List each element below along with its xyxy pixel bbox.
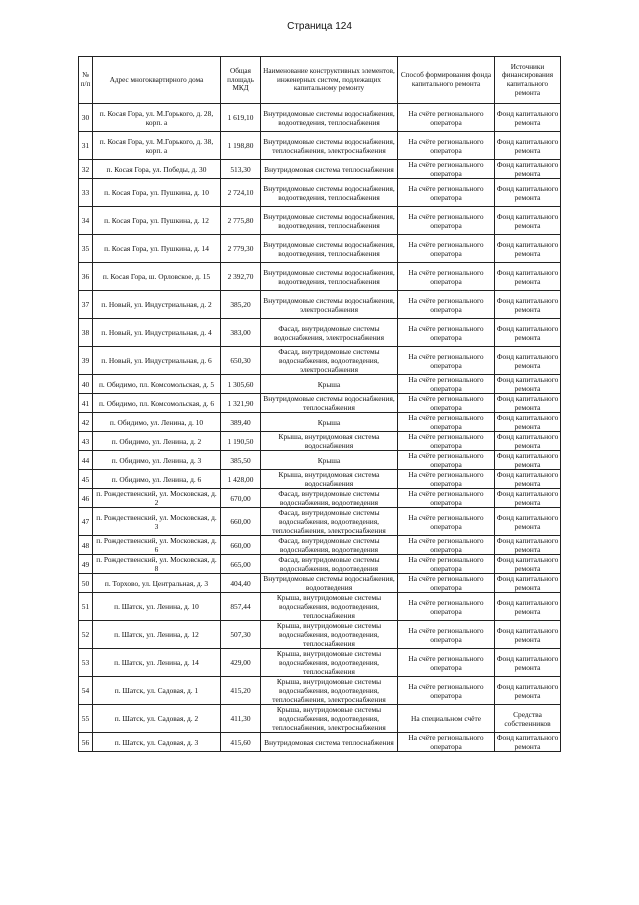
cell-address: п. Косая Гора, ул. Пушкина, д. 12 bbox=[93, 207, 221, 235]
cell-area: 411,30 bbox=[221, 705, 261, 733]
cell-address: п. Обидимо, ул. Ленина, д. 3 bbox=[93, 451, 221, 470]
cell-works: Фасад, внутридомовые системы водоснабжения, водоотведения, электроснабжения bbox=[261, 347, 398, 375]
cell-method: На счёте регионального оператора bbox=[398, 291, 495, 319]
cell-area: 383,00 bbox=[221, 319, 261, 347]
cell-area: 1 198,80 bbox=[221, 132, 261, 160]
cell-address: п. Обидимо, ул. Ленина, д. 2 bbox=[93, 432, 221, 451]
cell-method: На счёте регионального оператора bbox=[398, 451, 495, 470]
cell-source: Фонд капитального ремонта bbox=[495, 263, 561, 291]
repair-table bbox=[78, 56, 561, 752]
cell-address: п. Торхово, ул. Центральная, д. 3 bbox=[93, 574, 221, 593]
cell-area: 385,20 bbox=[221, 291, 261, 319]
cell-method: На счёте регионального оператора bbox=[398, 263, 495, 291]
cell-works: Фасад, внутридомовые системы водоснабжения, водоотведения bbox=[261, 536, 398, 555]
table-row bbox=[79, 536, 561, 555]
cell-number: 52 bbox=[79, 621, 93, 649]
cell-area: 1 305,60 bbox=[221, 375, 261, 394]
cell-address: п. Рождественский, ул. Московская, д. 8 bbox=[93, 555, 221, 574]
cell-method: На счёте регионального оператора bbox=[398, 319, 495, 347]
cell-area: 513,30 bbox=[221, 160, 261, 179]
col-header-number: № п/п bbox=[79, 57, 93, 104]
cell-area: 857,44 bbox=[221, 593, 261, 621]
cell-works: Внутридомовые системы водоснабжения, водоотведения, теплоснабжения bbox=[261, 235, 398, 263]
cell-area: 404,40 bbox=[221, 574, 261, 593]
cell-method: На счёте регионального оператора bbox=[398, 536, 495, 555]
table-row bbox=[79, 104, 561, 132]
cell-method: На счёте регионального оператора bbox=[398, 179, 495, 207]
cell-number: 44 bbox=[79, 451, 93, 470]
cell-method: На счёте регионального оператора bbox=[398, 470, 495, 489]
cell-address: п. Косая Гора, ул. М.Горького, д. 38, корп. а bbox=[93, 132, 221, 160]
cell-works: Фасад, внутридомовые системы водоснабжения, электроснабжения bbox=[261, 319, 398, 347]
cell-address: п. Рождественский, ул. Московская, д. 3 bbox=[93, 508, 221, 536]
cell-source: Фонд капитального ремонта bbox=[495, 574, 561, 593]
cell-source: Фонд капитального ремонта bbox=[495, 555, 561, 574]
cell-address: п. Шатск, ул. Ленина, д. 12 bbox=[93, 621, 221, 649]
cell-number: 49 bbox=[79, 555, 93, 574]
cell-number: 35 bbox=[79, 235, 93, 263]
col-header-source: Источники финансирования капитального ремонта bbox=[495, 57, 561, 104]
cell-works: Внутридомовая система теплоснабжения bbox=[261, 160, 398, 179]
table-row bbox=[79, 132, 561, 160]
cell-source: Фонд капитального ремонта bbox=[495, 319, 561, 347]
cell-area: 1 428,00 bbox=[221, 470, 261, 489]
cell-area: 1 190,50 bbox=[221, 432, 261, 451]
cell-method: На счёте регионального оператора bbox=[398, 489, 495, 508]
table-row bbox=[79, 593, 561, 621]
cell-method: На счёте регионального оператора bbox=[398, 574, 495, 593]
cell-method: На счёте регионального оператора bbox=[398, 413, 495, 432]
cell-address: п. Шатск, ул. Ленина, д. 14 bbox=[93, 649, 221, 677]
table-row bbox=[79, 263, 561, 291]
cell-method: На счёте регионального оператора bbox=[398, 207, 495, 235]
table-row bbox=[79, 394, 561, 413]
cell-address: п. Косая Гора, ш. Орловское, д. 15 bbox=[93, 263, 221, 291]
cell-number: 48 bbox=[79, 536, 93, 555]
cell-number: 38 bbox=[79, 319, 93, 347]
cell-address: п. Новый, ул. Индустриальная, д. 2 bbox=[93, 291, 221, 319]
table-row bbox=[79, 574, 561, 593]
cell-address: п. Косая Гора, ул. Пушкина, д. 10 bbox=[93, 179, 221, 207]
cell-method: На счёте регионального оператора bbox=[398, 347, 495, 375]
cell-address: п. Шатск, ул. Садовая, д. 1 bbox=[93, 677, 221, 705]
cell-area: 1 619,10 bbox=[221, 104, 261, 132]
cell-number: 56 bbox=[79, 733, 93, 752]
cell-number: 39 bbox=[79, 347, 93, 375]
cell-method: На счёте регионального оператора bbox=[398, 621, 495, 649]
table-row bbox=[79, 705, 561, 733]
cell-number: 32 bbox=[79, 160, 93, 179]
cell-area: 507,30 bbox=[221, 621, 261, 649]
cell-address: п. Новый, ул. Индустриальная, д. 4 bbox=[93, 319, 221, 347]
cell-number: 33 bbox=[79, 179, 93, 207]
table-row bbox=[79, 733, 561, 752]
cell-source: Фонд капитального ремонта bbox=[495, 451, 561, 470]
cell-address: п. Обидимо, ул. Ленина, д. 6 bbox=[93, 470, 221, 489]
table-row bbox=[79, 235, 561, 263]
cell-number: 50 bbox=[79, 574, 93, 593]
col-header-address: Адрес многоквартирного дома bbox=[93, 57, 221, 104]
cell-method: На счёте регионального оператора bbox=[398, 649, 495, 677]
cell-address: п. Обидимо, пл. Комсомольская, д. 5 bbox=[93, 375, 221, 394]
cell-source: Фонд капитального ремонта bbox=[495, 536, 561, 555]
table-row bbox=[79, 179, 561, 207]
cell-address: п. Обидимо, ул. Ленина, д. 10 bbox=[93, 413, 221, 432]
cell-source: Фонд капитального ремонта bbox=[495, 413, 561, 432]
cell-area: 2 392,70 bbox=[221, 263, 261, 291]
cell-number: 31 bbox=[79, 132, 93, 160]
cell-works: Крыша, внутридомовые системы водоснабжения, водоотведения, теплоснабжения, электроснабжения bbox=[261, 705, 398, 733]
cell-source: Фонд капитального ремонта bbox=[495, 489, 561, 508]
cell-works: Крыша, внутридомовые системы водоснабжения, водоотведения, теплоснабжения, электроснабжения bbox=[261, 677, 398, 705]
table-row bbox=[79, 451, 561, 470]
cell-method: На счёте регионального оператора bbox=[398, 104, 495, 132]
cell-address: п. Косая Гора, ул. М.Горького, д. 28, корп. а bbox=[93, 104, 221, 132]
table-row bbox=[79, 319, 561, 347]
cell-method: На счёте регионального оператора bbox=[398, 394, 495, 413]
cell-works: Крыша, внутридомовая система водоснабжения bbox=[261, 470, 398, 489]
cell-number: 42 bbox=[79, 413, 93, 432]
cell-method: На счёте регионального оператора bbox=[398, 593, 495, 621]
cell-source: Фонд капитального ремонта bbox=[495, 508, 561, 536]
cell-source: Фонд капитального ремонта bbox=[495, 677, 561, 705]
table-row bbox=[79, 489, 561, 508]
cell-source: Фонд капитального ремонта bbox=[495, 593, 561, 621]
cell-address: п. Шатск, ул. Садовая, д. 3 bbox=[93, 733, 221, 752]
table-row bbox=[79, 347, 561, 375]
cell-number: 47 bbox=[79, 508, 93, 536]
cell-number: 45 bbox=[79, 470, 93, 489]
table-row bbox=[79, 555, 561, 574]
cell-method: На счёте регионального оператора bbox=[398, 132, 495, 160]
cell-source: Фонд капитального ремонта bbox=[495, 470, 561, 489]
cell-source: Фонд капитального ремонта bbox=[495, 160, 561, 179]
cell-works: Крыша bbox=[261, 451, 398, 470]
cell-works: Крыша, внутридомовые системы водоснабжения, водоотведения, теплоснабжения bbox=[261, 593, 398, 621]
cell-area: 660,00 bbox=[221, 536, 261, 555]
cell-number: 34 bbox=[79, 207, 93, 235]
table-row bbox=[79, 160, 561, 179]
cell-method: На счёте регионального оператора bbox=[398, 677, 495, 705]
cell-area: 650,30 bbox=[221, 347, 261, 375]
table-row bbox=[79, 470, 561, 489]
cell-works: Внутридомовые системы водоснабжения, водоотведения bbox=[261, 574, 398, 593]
cell-number: 30 bbox=[79, 104, 93, 132]
cell-number: 43 bbox=[79, 432, 93, 451]
cell-address: п. Новый, ул. Индустриальная, д. 6 bbox=[93, 347, 221, 375]
cell-address: п. Обидимо, пл. Комсомольская, д. 6 bbox=[93, 394, 221, 413]
cell-works: Фасад, внутридомовые системы водоснабжения, водоотведения, теплоснабжения, электроснабжения bbox=[261, 508, 398, 536]
cell-number: 41 bbox=[79, 394, 93, 413]
cell-area: 2 724,10 bbox=[221, 179, 261, 207]
cell-number: 36 bbox=[79, 263, 93, 291]
cell-works: Крыша, внутридомовые системы водоснабжения, водоотведения, теплоснабжения bbox=[261, 649, 398, 677]
cell-area: 2 775,80 bbox=[221, 207, 261, 235]
cell-source: Фонд капитального ремонта bbox=[495, 207, 561, 235]
cell-area: 415,20 bbox=[221, 677, 261, 705]
cell-source: Фонд капитального ремонта bbox=[495, 104, 561, 132]
cell-works: Внутридомовые системы водоснабжения, водоотведения, теплоснабжения bbox=[261, 104, 398, 132]
cell-source: Фонд капитального ремонта bbox=[495, 733, 561, 752]
cell-address: п. Рождественский, ул. Московская, д. 2 bbox=[93, 489, 221, 508]
cell-works: Крыша, внутридомовые системы водоснабжения, водоотведения, теплоснабжения bbox=[261, 621, 398, 649]
cell-address: п. Шатск, ул. Ленина, д. 10 bbox=[93, 593, 221, 621]
cell-source: Фонд капитального ремонта bbox=[495, 375, 561, 394]
cell-works: Фасад, внутридомовые системы водоснабжения, водоотведения bbox=[261, 555, 398, 574]
cell-works: Крыша bbox=[261, 413, 398, 432]
cell-source: Фонд капитального ремонта bbox=[495, 235, 561, 263]
cell-number: 37 bbox=[79, 291, 93, 319]
cell-area: 1 321,90 bbox=[221, 394, 261, 413]
cell-area: 389,40 bbox=[221, 413, 261, 432]
cell-method: На счёте регионального оператора bbox=[398, 508, 495, 536]
col-header-method: Способ формирования фонда капитального ремонта bbox=[398, 57, 495, 104]
cell-works: Внутридомовые системы водоснабжения, водоотведения, теплоснабжения bbox=[261, 207, 398, 235]
cell-number: 55 bbox=[79, 705, 93, 733]
table-row bbox=[79, 649, 561, 677]
cell-works: Крыша, внутридомовая система водоснабжения bbox=[261, 432, 398, 451]
col-header-area: Общая площадь МКД bbox=[221, 57, 261, 104]
cell-works: Внутридомовые системы водоснабжения, теплоснабжения bbox=[261, 394, 398, 413]
cell-source: Фонд капитального ремонта bbox=[495, 394, 561, 413]
cell-source: Фонд капитального ремонта bbox=[495, 621, 561, 649]
cell-source: Фонд капитального ремонта bbox=[495, 179, 561, 207]
cell-address: п. Рождественский, ул. Московская, д. 6 bbox=[93, 536, 221, 555]
cell-address: п. Косая Гора, ул. Пушкина, д. 14 bbox=[93, 235, 221, 263]
cell-number: 53 bbox=[79, 649, 93, 677]
table-body bbox=[79, 104, 561, 752]
cell-works: Внутридомовые системы водоснабжения, водоотведения, теплоснабжения bbox=[261, 179, 398, 207]
cell-source: Фонд капитального ремонта bbox=[495, 347, 561, 375]
table-row bbox=[79, 375, 561, 394]
cell-number: 51 bbox=[79, 593, 93, 621]
table-row bbox=[79, 413, 561, 432]
cell-method: На счёте регионального оператора bbox=[398, 432, 495, 451]
cell-method: На счёте регионального оператора bbox=[398, 235, 495, 263]
cell-method: На счёте регионального оператора bbox=[398, 160, 495, 179]
cell-area: 665,00 bbox=[221, 555, 261, 574]
cell-source: Фонд капитального ремонта bbox=[495, 132, 561, 160]
cell-source: Фонд капитального ремонта bbox=[495, 291, 561, 319]
cell-method: На специальном счёте bbox=[398, 705, 495, 733]
cell-source: Фонд капитального ремонта bbox=[495, 432, 561, 451]
cell-works: Внутридомовая система теплоснабжения bbox=[261, 733, 398, 752]
table-row bbox=[79, 677, 561, 705]
cell-area: 670,00 bbox=[221, 489, 261, 508]
cell-works: Крыша bbox=[261, 375, 398, 394]
table-row bbox=[79, 291, 561, 319]
cell-number: 54 bbox=[79, 677, 93, 705]
cell-area: 2 779,30 bbox=[221, 235, 261, 263]
cell-address: п. Шатск, ул. Садовая, д. 2 bbox=[93, 705, 221, 733]
page-title: Страница 124 bbox=[287, 21, 352, 32]
cell-area: 429,00 bbox=[221, 649, 261, 677]
cell-source: Фонд капитального ремонта bbox=[495, 649, 561, 677]
cell-works: Фасад, внутридомовые системы водоснабжения, водоотведения bbox=[261, 489, 398, 508]
cell-address: п. Косая Гора, ул. Победы, д. 30 bbox=[93, 160, 221, 179]
cell-works: Внутридомовые системы водоснабжения, теплоснабжения, электроснабжения bbox=[261, 132, 398, 160]
cell-works: Внутридомовые системы водоснабжения, водоотведения, теплоснабжения bbox=[261, 263, 398, 291]
cell-number: 40 bbox=[79, 375, 93, 394]
table-row bbox=[79, 508, 561, 536]
cell-area: 385,50 bbox=[221, 451, 261, 470]
table-header-row bbox=[79, 57, 561, 104]
table-row bbox=[79, 621, 561, 649]
cell-number: 46 bbox=[79, 489, 93, 508]
cell-works: Внутридомовые системы водоснабжения, электроснабжения bbox=[261, 291, 398, 319]
cell-area: 415,60 bbox=[221, 733, 261, 752]
col-header-works: Наименование конструктивных элементов, инженерных систем, подлежащих капитальному ремонту bbox=[261, 57, 398, 104]
table-row bbox=[79, 432, 561, 451]
table-row bbox=[79, 207, 561, 235]
cell-area: 660,00 bbox=[221, 508, 261, 536]
cell-method: На счёте регионального оператора bbox=[398, 733, 495, 752]
cell-method: На счёте регионального оператора bbox=[398, 375, 495, 394]
cell-method: На счёте регионального оператора bbox=[398, 555, 495, 574]
cell-source: Средства собственников bbox=[495, 705, 561, 733]
